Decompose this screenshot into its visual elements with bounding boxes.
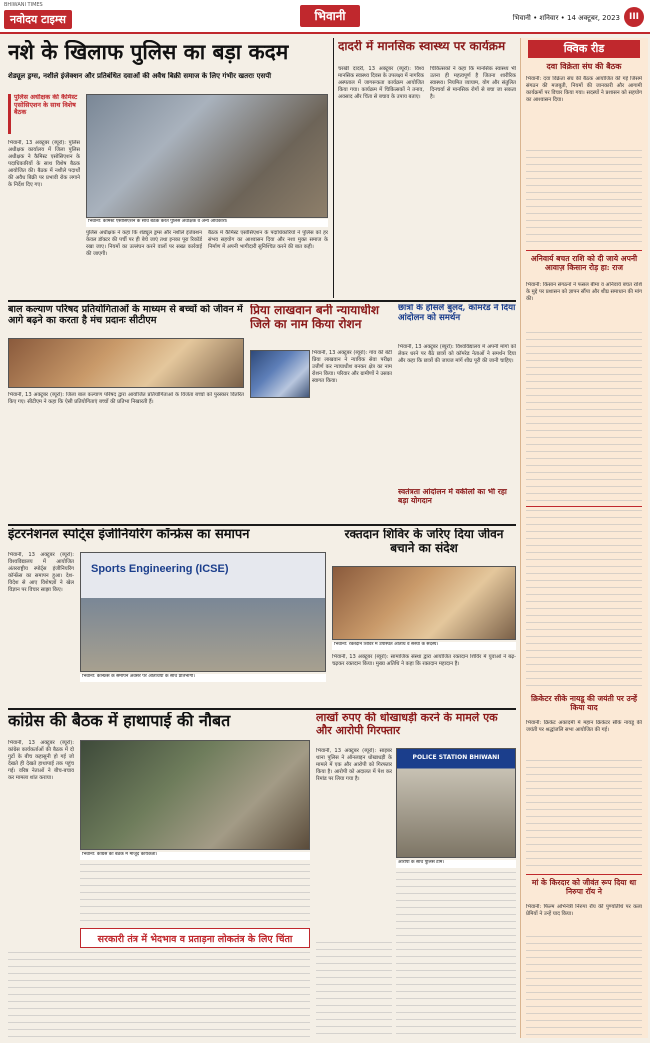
sports-banner: Sports Engineering (ICSE) — [91, 563, 229, 575]
bottom-text-block — [8, 952, 310, 1038]
page-number-badge: III — [624, 7, 644, 27]
sidebar-item-2-text — [526, 332, 642, 502]
children-headline: बाल कल्याण परिषद प्रतियोगिताओं के माध्यम से बच्चों को जीवन में आगे बढ़ने का करता है मंच प्रदानः सीटीएम — [8, 304, 243, 327]
lead-box — [8, 94, 80, 134]
lead-headline: नशे के खिलाफ पुलिस का बड़ा कदम — [8, 40, 289, 64]
column-divider — [333, 38, 334, 298]
congress-photo — [80, 740, 310, 850]
sidebar-item-4-title: मां के किरदार को जीवंत रूप दिया था निरुपा रॉय ने — [531, 878, 637, 897]
lakhawan-headline: प्रिया लाखवान बनी न्यायाधीश जिले का नाम किया रोशन — [250, 304, 379, 331]
sidebar-divider-1 — [526, 250, 642, 251]
lead-subhead: शेड्यूल ड्रग्स, नशीले इंजेक्शन और प्रतिबंधित दवाओं की अवैध बिक्री समाज के लिए गंभीर खतराः एसपी — [8, 72, 272, 80]
police-station-sign: POLICE STATION BHIWANI — [412, 754, 500, 761]
sports-headline: इंटरनेशनल स्पोर्ट्स इंजीनियरिंग कॉन्फ्रेंस का समापन — [8, 528, 250, 542]
fraud-caption: आरोपी के साथ पुलिस टीम। — [396, 860, 516, 868]
sidebar-item-3-text — [526, 760, 642, 870]
quick-read-title: क्विक रीड — [528, 40, 640, 58]
fraud-body: भिवानी, 13 अक्टूबर (ब्यूरो): साइबर थाना पुलिस ने ऑनलाइन धोखाधड़ी के मामले में एक और आरोपी को गिरफ्तार किया है। आरोपी को अदालत में पेश कर रिमांड पर लिया गया है। — [316, 748, 392, 782]
sports-caption: भिवानी: कॉन्फ्रेंस के समापन अवसर पर अतिथियों के साथ प्रतिभागी। — [80, 674, 326, 682]
brand-logo[interactable]: नवोदय टाइम्स — [4, 10, 72, 29]
blood-headline: रक्तदान शिविर के जरिए दिया जीवन बचाने का संदेश — [344, 528, 504, 555]
mental-health-body-1: चरखी दादरी, 13 अक्टूबर (ब्यूरो): विश्व मानसिक स्वास्थ्य दिवस के उपलक्ष्य में नागरिक अस्पताल में जागरूकता कार्यक्रम आयोजित किया गया। कार्यक्रम में चिकित्सकों ने तनाव, अवसाद और चिंता से बचाव के उपाय बताए। — [338, 66, 424, 100]
lead-photo-caption: भिवानी: कैमिस्ट एसोसिएशन के साथ बैठक करते पुलिस अधीक्षक व अन्य अधिकारी। — [86, 219, 328, 227]
blood-photo — [332, 566, 516, 640]
congress-caption: भिवानी: कांग्रेस की बैठक में मौजूद कार्यकर्ता। — [80, 852, 310, 860]
sidebar-item-2-title: अनिवार्य बचत राशि को दी जाये अपनी आवाज़ किसान रोड़ हा: राज — [530, 254, 638, 273]
lakhawan-photo — [250, 350, 310, 398]
fraud-text-block-2 — [316, 942, 392, 1038]
lead-photo — [86, 94, 328, 218]
lead-body-col-2: पुलिस अधीक्षक ने कहा कि शेड्यूल ड्रग्स और नशीले इंजेक्शन केवल डॉक्टर की पर्ची पर ही बेचे जाएं तथा इनका पूरा रिकॉर्ड रखा जाए। नियमों का उल्लंघन करने वालों पर सख्त कार्रवाई की जाएगी। — [86, 230, 202, 257]
blood-caption: भिवानी: रक्तदान शिविर में उपस्थित अतिथि व संस्था के सदस्य। — [332, 642, 516, 650]
bottom-headline: सरकारी तंत्र में भेदभाव व प्रताड़ना लोकतंत्र के लिए चिंता — [97, 934, 293, 945]
children-photo — [8, 338, 244, 388]
sidebar-item-3-title: क्रिकेटर सीके नायडू की जयंती पर उन्हें किया याद — [530, 694, 638, 713]
sports-photo — [80, 552, 326, 672]
lakhawan-body: भिवानी, 13 अक्टूबर (ब्यूरो): गांव की बेटी प्रिया लाखवान ने न्यायिक सेवा परीक्षा उत्तीर्ण कर न्यायाधीश बनकर क्षेत्र का नाम रोशन किया। परिवार और ग्रामीणों ने उसका स्वागत किया। — [312, 350, 392, 384]
mental-health-headline: दादरी में मानसिक स्वास्थ्य पर कार्यक्रम — [338, 40, 506, 53]
comrades-body: भिवानी, 13 अक्टूबर (ब्यूरो): विश्वविद्यालय में अपनी मांगों को लेकर धरने पर बैठे छात्रों को कॉमरेड नेताओं ने समर्थन दिया और कहा कि छात्रों की जायज मांगें शीघ्र पूरी की जानी चाहिए। — [398, 344, 516, 364]
fraud-headline: लाखों रुपए की धोखाधड़ी करने के मामले एक और आरोपी गिरफ्तार — [316, 712, 498, 737]
fraud-photo — [396, 748, 516, 858]
section-rule-3 — [8, 708, 516, 710]
blood-body: भिवानी, 13 अक्टूबर (ब्यूरो): सामाजिक संस्था द्वारा आयोजित रक्तदान शिविर में युवाओं ने बढ़-चढ़कर रक्तदान किया। मुख्य अतिथि ने कहा कि रक्तदान महादान है। — [332, 654, 516, 667]
sports-body: भिवानी, 13 अक्टूबर (ब्यूरो): विश्वविद्यालय में आयोजित अंतरराष्ट्रीय स्पोर्ट्स इंजीनियरिंग कॉन्फ्रेंस का समापन हुआ। देश-विदेश से आए विशेषज्ञों ने खेल विज्ञान पर विचार साझा किए। — [8, 552, 74, 593]
sidebar-item-3-body: भिवानी: क्रिकेट अकादमी में महान क्रिकेटर सीके नायडू की जयंती पर श्रद्धांजलि सभा आयोजित की गई। — [526, 720, 642, 733]
sidebar-divider-3 — [526, 874, 642, 875]
sidebar-item-1-title: दवा विक्रेता संघ की बैठक — [546, 62, 622, 71]
sidebar-item-1-text — [526, 150, 642, 246]
lead-box-text: पुलिस अधीक्षक की कैमिस्ट एसोसिएशन के साथ विशेष बैठक — [14, 94, 78, 117]
sidebar-item-4-body: भिवानी: फिल्म अभिनेत्री निरुपा रॉय की पुण्यतिथि पर कला प्रेमियों ने उन्हें याद किया। — [526, 904, 642, 917]
masthead-brand-block — [4, 2, 124, 30]
section-title: भिवानी — [300, 5, 360, 27]
sidebar-item-1-body: भिवानी: दवा विक्रेता संघ की बैठक आयोजित की गई जिसमें संगठन की मजबूती, नियमों की जानकारी और आगामी कार्यक्रमों पर विचार किया गया। सदस्यों ने प्रशासन को सहयोग का आश्वासन दिया। — [526, 76, 642, 103]
bottom-headline-box — [80, 928, 310, 948]
date-line: भिवानी • शनिवार • 14 अक्टूबर, 2023 — [512, 14, 620, 22]
fraud-text-block — [396, 872, 516, 1038]
section-rule-1 — [8, 300, 516, 302]
masthead-small-text: BHIWANI TIMES — [4, 2, 43, 8]
section-rule-2 — [8, 524, 516, 526]
congress-text-block — [80, 864, 310, 924]
children-body: भिवानी, 13 अक्टूबर (ब्यूरो): जिला बाल कल्याण परिषद द्वारा आयोजित प्रतियोगिताओं के विजेता बच्चों को पुरस्कार वितरित किए गए। सीटीएम ने कहा कि ऐसी प्रतियोगिताएं बच्चों की प्रतिभा निखारती हैं। — [8, 392, 244, 405]
lead-body-col-1: भिवानी, 13 अक्टूबर (ब्यूरो): पुलिस अधीक्षक कार्यालय में जिला पुलिस अधीक्षक ने कैमिस्ट एसोसिएशन के पदाधिकारियों के साथ विशेष बैठक आयोजित की। बैठक में नशीले पदार्थों की अवैध बिक्री पर प्रभावी रोक लगाने के निर्देश दिए गए। — [8, 140, 80, 188]
sidebar-item-2-body: भिवानी: किसान संगठनों ने फसल बीमा व अनिवार्य बचत राशि के मुद्दे पर प्रशासन को ज्ञापन सौंपा और शीघ्र समाधान की मांग की। — [526, 282, 642, 302]
congress-headline: कांग्रेस की बैठक में हाथापाई की नौबत — [8, 712, 231, 730]
lawyers-headline: स्वतंत्रता आंदोलन में वकीलों का भी रहा बड़ा योगदान — [398, 488, 507, 505]
congress-body: भिवानी, 13 अक्टूबर (ब्यूरो): कांग्रेस कार्यकर्ताओं की बैठक में दो गुटों के बीच कहासुनी हो गई जो देखते ही देखते हाथापाई तक पहुंच गई। वरिष्ठ नेताओं ने बीच-बचाव कर मामला शांत कराया। — [8, 740, 74, 781]
sidebar-item-4-text — [526, 936, 642, 1036]
sidebar-divider-2 — [526, 506, 642, 507]
lead-body-col-3: बैठक में कैमिस्ट एसोसिएशन के पदाधिकारियों ने पुलिस को हर संभव सहयोग का आश्वासन दिया और नशा मुक्त समाज के निर्माण में अपनी भागीदारी सुनिश्चित करने की बात कही। — [208, 230, 328, 250]
comrades-headline: छात्रों के हौसले बुलंद, कॉमरेड ने दिया आंदोलन को समर्थन — [398, 304, 516, 323]
mental-health-body-2: चिकित्सकों ने कहा कि मानसिक स्वास्थ्य भी उतना ही महत्वपूर्ण है जितना शारीरिक स्वास्थ्य। नियमित व्यायाम, योग और संतुलित दिनचर्या से मानसिक रोगों से बचा जा सकता है। — [430, 66, 516, 100]
sidebar-text-block-3 — [526, 510, 642, 690]
